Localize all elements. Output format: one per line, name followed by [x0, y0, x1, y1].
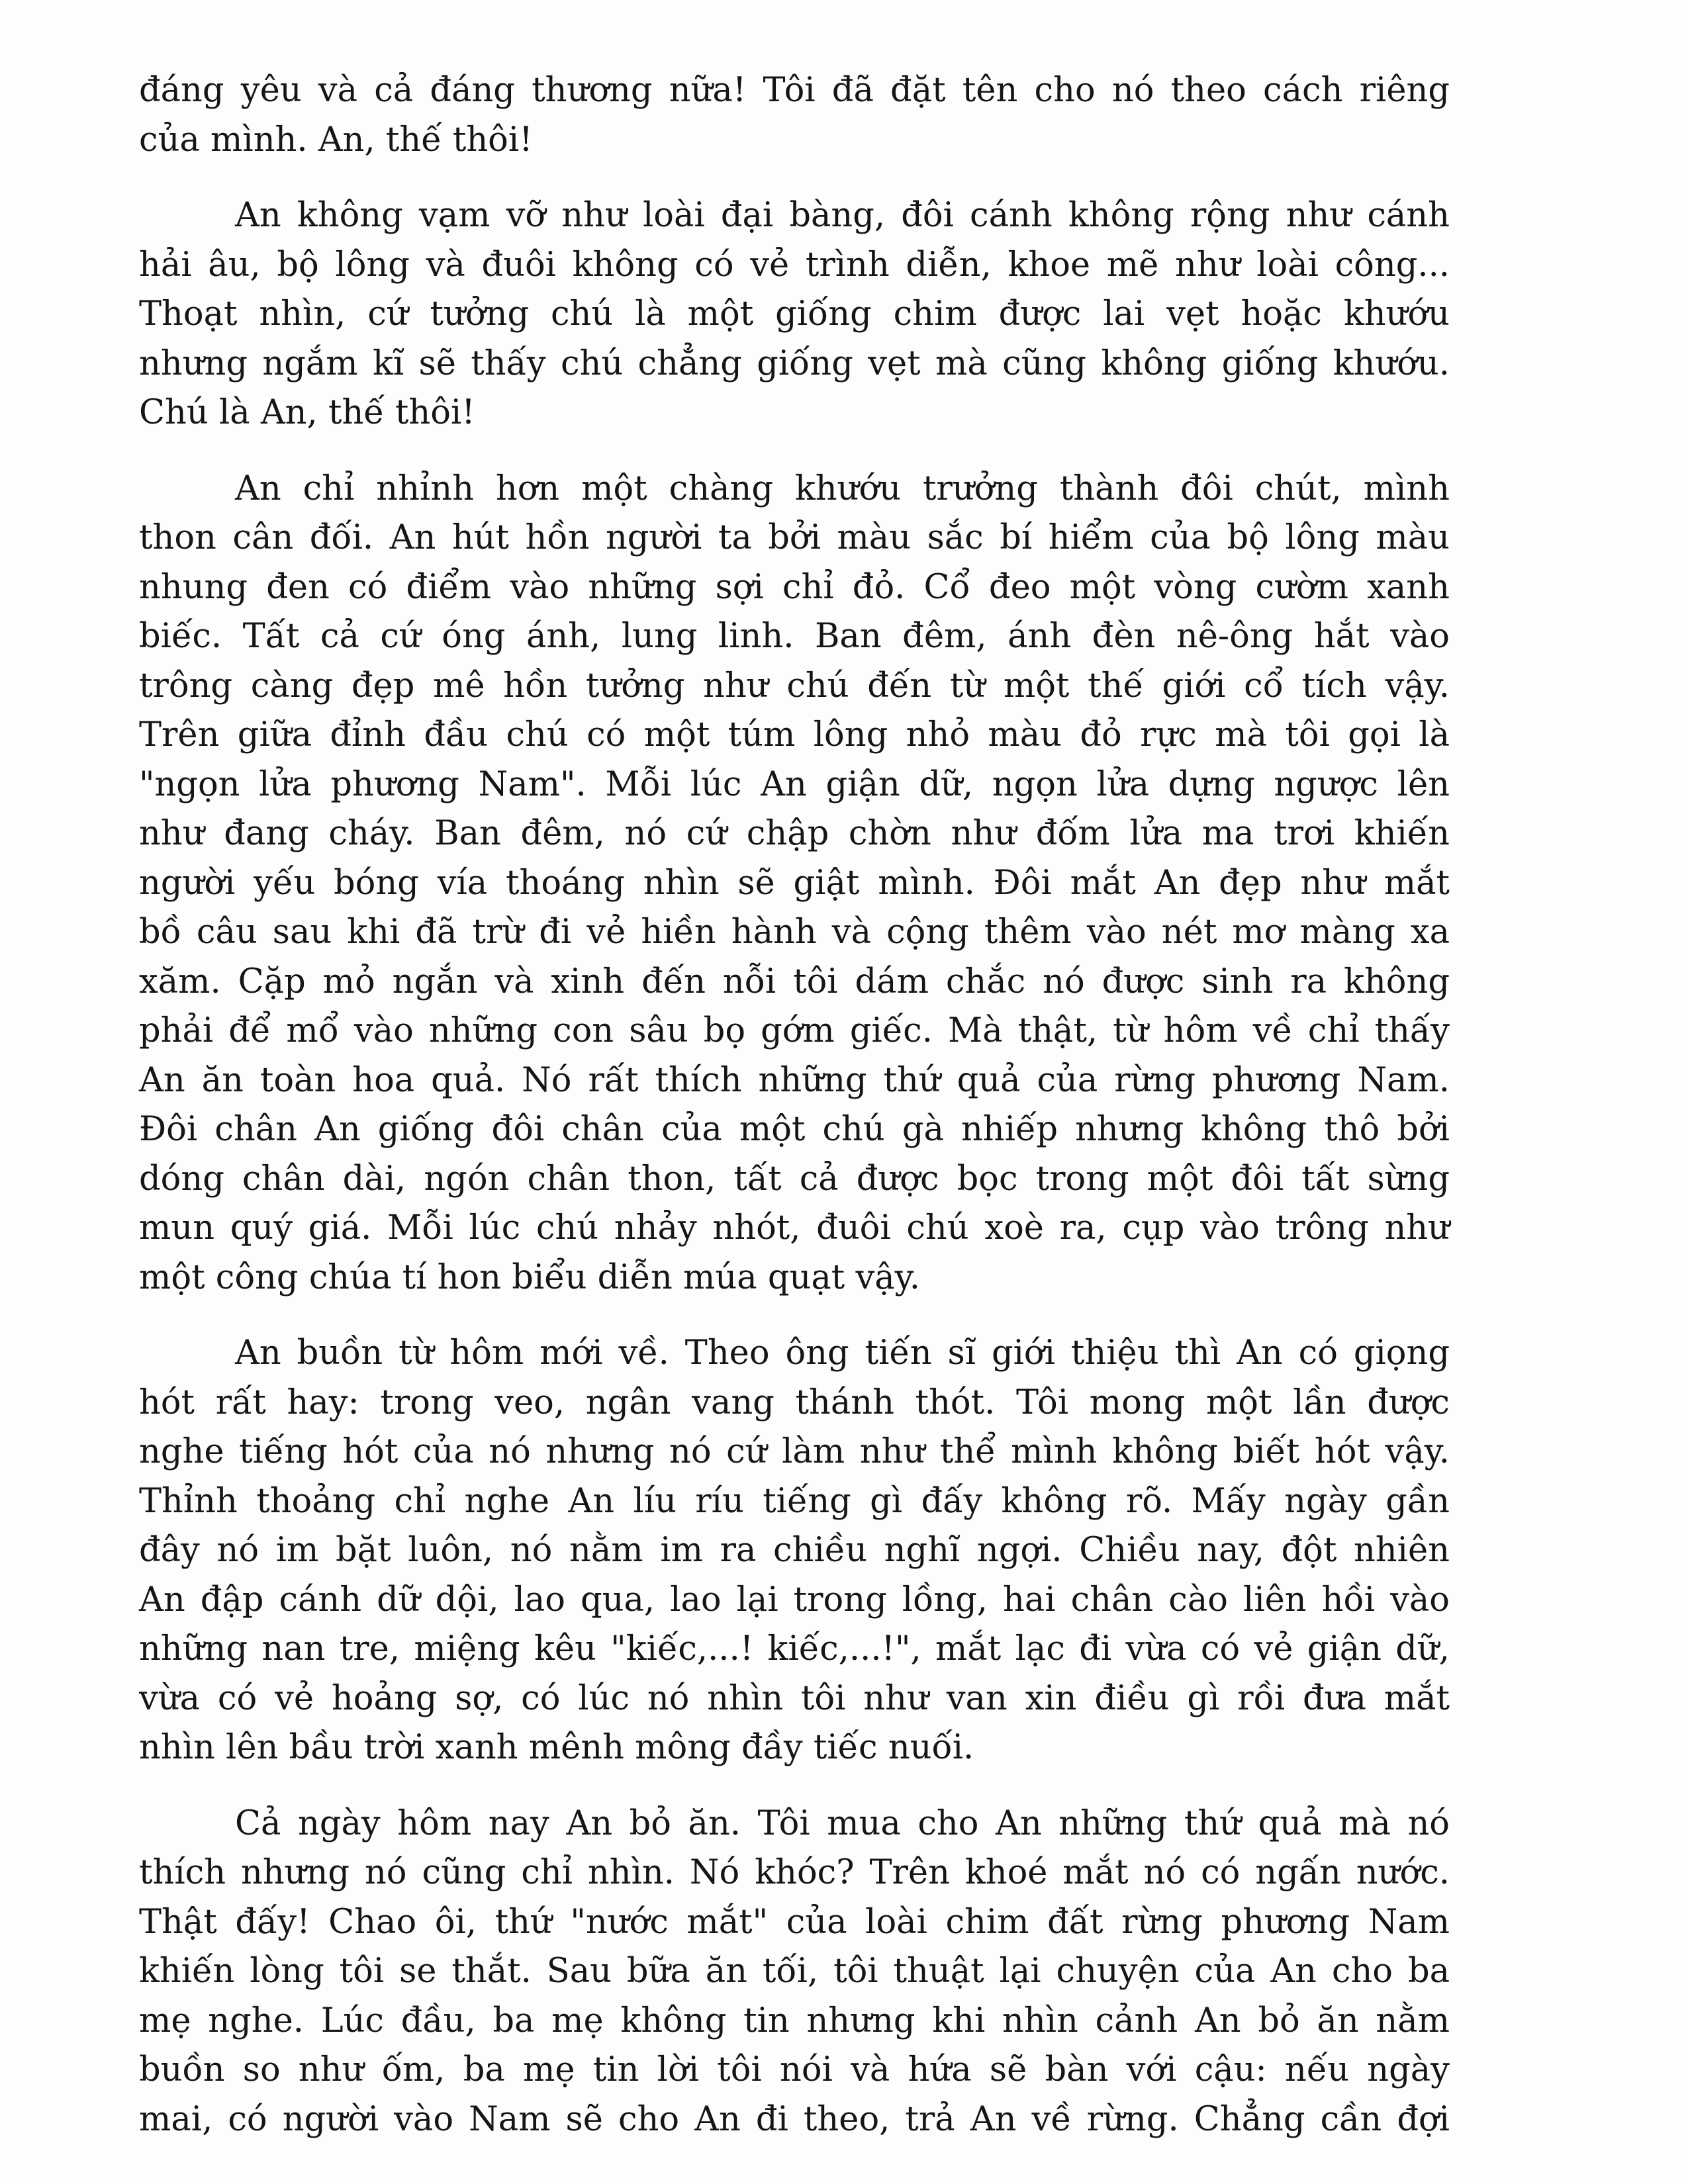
text-line: biếc. Tất cả cứ óng ánh, lung linh. Ban đêm, ánh đèn nê-ông hắt vào [139, 617, 1450, 656]
text-line: dóng chân dài, ngón chân thon, tất cả được bọc trong một đôi tất sừng [139, 1159, 1450, 1199]
text-line: như đang cháy. Ban đêm, nó cứ chập chờn như đốm lửa ma trơi khiến [139, 814, 1450, 853]
text-line: Trên giữa đỉnh đầu chú có một túm lông nhỏ màu đỏ rực mà tôi gọi là [139, 715, 1450, 754]
text-line: nhưng ngắm kĩ sẽ thấy chú chẳng giống vẹt mà cũng không giống khướu. [139, 343, 1450, 383]
text-line: xăm. Cặp mỏ ngắn và xinh đến nỗi tôi dám chắc nó được sinh ra không [139, 962, 1450, 1001]
text-line: một công chúa tí hon biểu diễn múa quạt vậy. [139, 1257, 920, 1297]
text-line: mun quý giá. Mỗi lúc chú nhảy nhót, đuôi chú xoè ra, cụp vào trông như [139, 1208, 1450, 1248]
text-line: An ăn toàn hoa quả. Nó rất thích những thứ quả của rừng phương Nam. [139, 1060, 1450, 1100]
text-line: bồ câu sau khi đã trừ đi vẻ hiền hành và cộng thêm vào nét mơ màng xa [139, 913, 1450, 952]
text-line: Thật đấy! Chao ôi, thứ "nước mắt" của loài chim đất rừng phương Nam [139, 1902, 1450, 1942]
text-line: An không vạm vỡ như loài đại bàng, đôi cánh không rộng như cánh [235, 196, 1450, 235]
paragraph-3 [139, 465, 1450, 1303]
text-line: mai, có người vào Nam sẽ cho An đi theo, trả An về rừng. Chẳng cần đợi [139, 2099, 1450, 2139]
text-line: Chú là An, thế thôi! [139, 393, 475, 432]
text-line: Thỉnh thoảng chỉ nghe An líu ríu tiếng gì đấy không rõ. Mấy ngày gần [139, 1481, 1450, 1521]
paragraph-4 [139, 1329, 1450, 1773]
text-line: nghe tiếng hót của nó nhưng nó cứ làm như thể mình không biết hót vậy. [139, 1432, 1450, 1471]
text-line: phải để mổ vào những con sâu bọ gớm giếc. Mà thật, từ hôm về chỉ thấy [139, 1011, 1450, 1050]
paragraph-5 [139, 1799, 1450, 2145]
body-text [139, 66, 1450, 2171]
text-line: những nan tre, miệng kêu "kiếc,...! kiếc,...!", mắt lạc đi vừa có vẻ giận dữ, [139, 1629, 1450, 1668]
text-line: thích nhưng nó cũng chỉ nhìn. Nó khóc? Trên khoé mắt nó có ngấn nước. [139, 1853, 1450, 1892]
text-line: Cả ngày hôm nay An bỏ ăn. Tôi mua cho An những thứ quả mà nó [235, 1803, 1450, 1843]
text-line: Thoạt nhìn, cứ tưởng chú là một giống chim được lai vẹt hoặc khướu [139, 295, 1450, 334]
paragraph-2 [139, 191, 1450, 438]
text-line: của mình. An, thế thôi! [139, 120, 533, 159]
text-line: Đôi chân An giống đôi chân của một chú gà nhiếp nhưng không thô bởi [139, 1110, 1450, 1149]
text-line: hải âu, bộ lông và đuôi không có vẻ trình diễn, khoe mẽ như loài công... [139, 245, 1450, 285]
text-line: "ngọn lửa phương Nam". Mỗi lúc An giận dữ, ngọn lửa dựng ngược lên [139, 764, 1450, 804]
text-line: buồn so như ốm, ba mẹ tin lời tôi nói và hứa sẽ bàn với cậu: nếu ngày [139, 2050, 1450, 2089]
text-line: nhung đen có điểm vào những sợi chỉ đỏ. Cổ đeo một vòng cườm xanh [139, 567, 1450, 607]
text-line: đáng yêu và cả đáng thương nữa! Tôi đã đặt tên cho nó theo cách riêng [139, 71, 1450, 110]
text-line: mẹ nghe. Lúc đầu, ba mẹ không tin nhưng khi nhìn cảnh An bỏ ăn nằm [139, 2001, 1450, 2040]
text-line: thon cân đối. An hút hồn người ta bởi màu sắc bí hiểm của bộ lông màu [139, 518, 1450, 557]
text-line: trông càng đẹp mê hồn tưởng như chú đến từ một thế giới cổ tích vậy. [139, 666, 1450, 705]
text-line: An chỉ nhỉnh hơn một chàng khướu trưởng thành đôi chút, mình [235, 469, 1450, 508]
text-line: khiến lòng tôi se thắt. Sau bữa ăn tối, tôi thuật lại chuyện của An cho ba [139, 1952, 1450, 1991]
text-line: vừa có vẻ hoảng sợ, có lúc nó nhìn tôi như van xin điều gì rồi đưa mắt [139, 1678, 1450, 1718]
text-line: hót rất hay: trong veo, ngân vang thánh thót. Tôi mong một lần được [139, 1383, 1450, 1422]
text-line: nhìn lên bầu trời xanh mênh mông đầy tiếc nuối. [139, 1728, 974, 1767]
paragraph-1 [139, 66, 1450, 165]
text-line: An đập cánh dữ dội, lao qua, lao lại trong lồng, hai chân cào liên hồi vào [139, 1580, 1450, 1619]
text-line: người yếu bóng vía thoáng nhìn sẽ giật mình. Đôi mắt An đẹp như mắt [139, 863, 1450, 903]
text-line: đây nó im bặt luôn, nó nằm im ra chiều nghĩ ngợi. Chiều nay, đột nhiên [139, 1531, 1450, 1570]
text-line: An buồn từ hôm mới về. Theo ông tiến sĩ giới thiệu thì An có giọng [235, 1334, 1450, 1373]
